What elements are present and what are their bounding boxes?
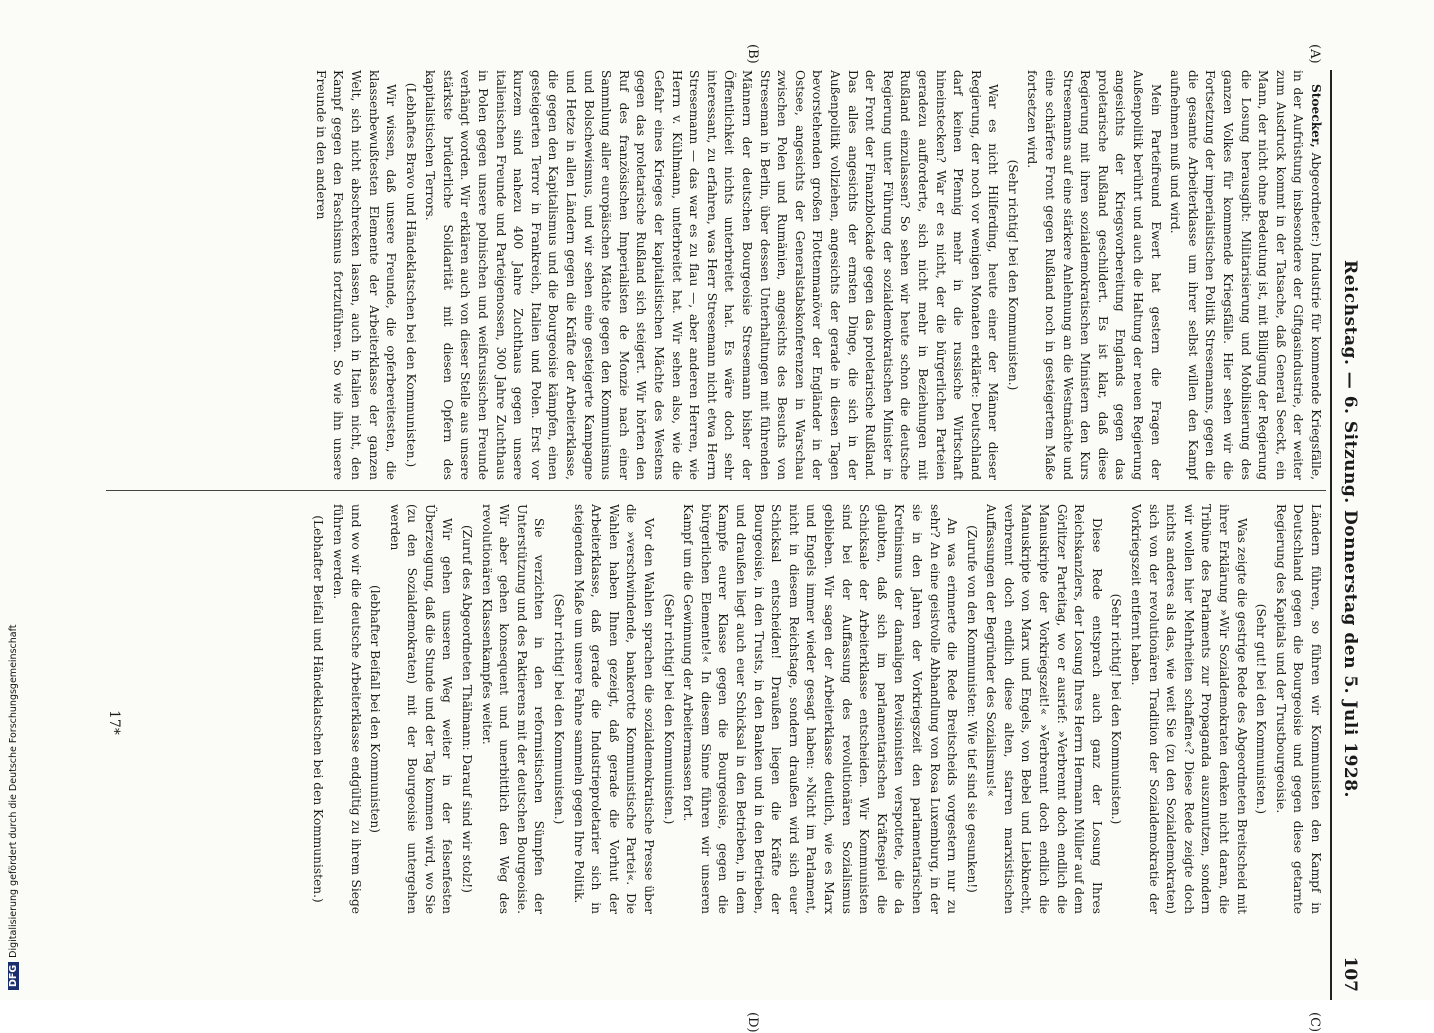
margin-marker-a: (A) (1307, 44, 1322, 64)
digitization-credit (8, 625, 19, 991)
right-text-column (114, 504, 1324, 914)
paragraph (421, 70, 1002, 480)
paragraph-text: und wo wir die deutsche Arbeiterklasse endgültig zu ihrem Siege führen werden. (330, 504, 363, 914)
credit-text: Digitalisierung gefördert durch die Deutsche Forschungsgemeinschaft (8, 624, 19, 958)
paragraph-text: (Sehr richtig! bei den Kommunisten.) (1109, 593, 1124, 825)
paragraph (982, 504, 1105, 914)
stage-direction (1003, 70, 1021, 480)
stage-direction (366, 504, 384, 914)
stage-direction (1107, 504, 1125, 914)
paragraph-text: Mein Parteifreund Ewert hat gestern die Fragen der Außenpolitik berührt und auch die Haltung der neuen Regierung angesichts der Kriegsvorbereitung Englands gegen das proletarische Rußland geschildert. Es ist klar, daß diese Regierung mit ihren sozialdemokratischen Ministern den Kurs Stresemanns auf eine stärkere Anlehnung an die Westmächte und eine schärfere Front gegen Rußland noch in gesteigertem Maße fortsetzen wird. (1025, 70, 1163, 480)
page-header (1330, 70, 1360, 1000)
stage-direction (401, 70, 419, 480)
page-number: 107 (1340, 956, 1360, 992)
paragraph-text: An was erinnerte die Rede Breitscheids vorgestern nur zu sehr? An eine geistvolle Abhandlung von Rosa Luxemburg, in der sie in den Jahren der Vorkriegszeit den parlamentarischen Kretinismus der damaligen Revisionisten verspottete, die da glaubten, daß sich im parlamentarischen Kräftespiel die Schicksale der Arbeiterklasse entscheiden. Wir Kommunisten sind bei der Auffassung des revolutionären Sozialismus geblieben. Wir sagen der Arbeiterklasse deutlich, wie es Marx und Engels immer wieder gesagt haben: »Nicht im Parlament, nicht in diesem Reichstage, sondern draußen wird sich euer Schicksal entscheiden! Draußen liegen die Kräfte der Bourgeoisie, in den Trusts, in den Banken und in den Betrieben, und draußen liegt auch euer Schicksal in den Betrieben, in dem Kampfe eurer Klasse gegen die Bourgeoisie, gegen die bürgerlichen Elemente!« In diesem Sinne führen wir unseren Kampf um die Gewinnung der Arbeitermassen fort. (681, 504, 960, 914)
paragraph-text: Vor den Wahlen sprachen die sozialdemokratische Presse über die »verschwindende, bankerotte Kommunistische Partei«. Die Wahlen haben Ihnen gezeigt, daß gerade die Vorhut der Arbeiterklasse, daß gerade die Industrieproletarier sich in steigendem Maße um unsere Fahne sammeln gegen Ihre Politik. (571, 504, 657, 914)
paragraph-text: (Lebhaftes Bravo und Händeklatschen bei den Kommunisten.) (403, 82, 418, 468)
paragraph-text: Wir wissen, daß unsere Freunde, die opferbereitesten, die klassenbewußtesten Elemente der Arbeiterklasse der ganzen Welt, sich nicht abschrecken lassen, auch in Italien nicht, den Kampf gegen den Faschismus fortzuführen. So wie ihn unsere Freunde in den anderen (313, 70, 399, 480)
paragraph-text: (Zuruf des Abgeordneten Thälmann: Darauf sind wir stolz!) (460, 525, 475, 893)
paragraph-text: War es nicht Hilferding, heute einer der Männer dieser Regierung, der noch vor wenigen Monaten erklärte: Deutschland darf keinen Pfennig mehr in die russische Wirtschaft hineinstecken? War er es nicht, der die bürgerlichen Parteien geradezu aufforderte, sich nicht mehr in Beziehungen mit Rußland einzulassen? So sehen wir heute schon die deutsche Regierung unter Führung der sozialdemokratischen Minister in der Front der Finanzblockade gegen das proletarische Rußland. Das alles angesichts der ernsten Dinge, die sich in der Außenpolitik vollziehen, angesichts der gerade in diesen Tagen bevorstehenden großen Flottenmanöver der Engländer in der Ostsee, angesichts der Generalstabskonferenzen in Warschau zwischen Polen und Rumänien, angesichts des Besuchs von Streseman in Berlin, über dessen Unterhaltungen mit führenden Männern der deutschen Bourgeoisie Stresemann bisher der Öffentlichkeit nichts unterbreitet hat. Es wäre doch sehr interessant, zu erfahren, was Herr Stresemann nicht etwa Herrn Stresemann — das war es zu flau —, aber anderen Herren, wie Herrn v. Kühlmann, unterbreitet hat. Wir sehen also, wie die Gefahr eines Krieges der kapitalistischen Mächte des Westens gegen das proletarische Rußland sich steigert. Wir hörten den Ruf des französischen Imperialisten de Monzie nach einer Sammlung aller europäischen Mächte gegen den Kommunismus und Bolschewismus, und wir sehen eine gesteigerte Kampagne und Hetze in allen Ländern gegen die Kräfte der Arbeiterklasse, die gegen den Kapitalismus und die Bourgeoisie kämpfen, einen gesteigerten Terror in Frankreich, Italien und Polen. Erst vor kurzem sind nahezu 400 Jahre Zuchthaus gegen unsere italienischen Freunde und Parteigenossen, 300 Jahre Zuchthaus in Polen gegen unsere polnischen und weißrussischen Freunde verhängt worden. Wir erklären auch von dieser Stelle aus unsere stärkste brüderliche Solidarität mit diesen Opfern des kapitalistischen Terrors. (423, 70, 1001, 480)
paragraph (385, 504, 455, 914)
signature-mark: 17* (106, 710, 122, 735)
paragraph-text: (Sehr richtig! bei den Kommunisten.) (1005, 159, 1020, 391)
dfg-logo: DFG (8, 962, 19, 990)
stage-direction (659, 504, 677, 914)
paragraph (311, 70, 399, 480)
margin-marker-d: (D) (745, 1012, 760, 1033)
running-title: Reichstag. — 6. Sitzung. Donnerstag den 5. Juli 1928. (1340, 260, 1360, 798)
paragraph-text: Ländern führen, so führen wir Kommunisten den Kampf in Deutschland gegen die Bourgeoisie und gegen diese getarnte Regierung des Kapitals und der Trustbourgeoisie. (1273, 504, 1323, 914)
speaker-name: Stoecker, (1309, 84, 1323, 148)
paragraph-text: Sie verzichten in den reformistischen Sümpfen der Unterstützung und des Paktierens mit der deutschen Bourgeoisie. Wir aber gehen konsequent und unerbittlich den Weg des revolutionären Klassenkampfes weiter. (479, 504, 547, 914)
stage-direction (1252, 504, 1270, 914)
rotated-page-content (100, 44, 1360, 1033)
paragraph-text: Wir gehen unseren Weg weiter in der felsenfesten Überzeugung, daß die Stunde und der Tag kommen wird, wo Sie (zu den Sozialdemokraten) mit der Bourgeoisie untergehen werden (387, 504, 455, 914)
paragraph-text: (Sehr richtig! bei den Kommunisten.) (552, 593, 567, 825)
paragraph (328, 504, 363, 914)
margin-marker-b: (B) (745, 44, 760, 64)
paragraph (477, 504, 547, 914)
paragraph-text: (Lebhafter Beifall und Händeklatschen bei den Kommunisten.) (311, 515, 326, 903)
left-text-column (114, 70, 1324, 480)
stage-direction (549, 504, 567, 914)
paragraph (1126, 504, 1249, 914)
paragraph (569, 504, 657, 914)
paragraph (679, 504, 961, 914)
column-divider (106, 490, 1326, 491)
paragraph-text: Abgeordneter:) Industrie für kommende Kriegsfälle, in der Aufrüstung insbesondere der Giftgasindustrie, der weiter zum Ausdruck kommt in der Tatsache, daß General Seeckt, ein Mann, der nicht ohne Bedeutung ist, mit Billigung der Regierung die Losung herausgibt: Militarisierung und Mobilisierung des ganzen Volkes für kommende Kriegsfälle. Hier sehen wir die Fortsetzung der imperialistischen Politik Stresemanns, gegen die die gesamte Arbeiterklasse um ihrer selbst willen den Kampf aufnehmen muß und wird. (1168, 70, 1323, 480)
paragraph-text: Diese Rede entsprach auch ganz der Losung Ihres Reichskanzlers, der Losung Ihres Herrn Hermann Müller auf dem Görlitzer Parteitag, wo er ausrief: »Verbrennt doch endlich die Manuskripte der Vorkriegszeit!« »Verbrennt doch endlich die Manuskripte von Marx und Engels, von Bebel und Liebknecht, verbrennt doch endlich diese alten, starren marxistischen Auffassungen der Begründer des Sozialismus!« (984, 504, 1104, 914)
paragraph (1166, 70, 1324, 480)
paragraph (1271, 504, 1324, 914)
paragraph-text: (lebhafter Beifall bei den Kommunisten) (368, 585, 383, 833)
paragraph-text: Was zeigte die gestrige Rede des Abgeordneten Breitscheid mit ihrer Erklärung »Wir Sozialdemokraten denken nicht daran, die Tribüne des Parlaments zur Propaganda auszunutzen, sondern wir wollen hier Mehrheiten schaffen«? Diese Rede zeigte doch nichts anderes als das, wie weit Sie (zu den Sozialdemokraten) sich von der revolutionären Tradition der Sozialdemokratie der Vorkriegszeit entfernt haben. (1129, 504, 1249, 914)
stage-direction (962, 504, 980, 914)
stage-direction (309, 504, 327, 914)
paragraph-text: (Sehr gut! bei den Kommunisten.) (1254, 603, 1269, 815)
stage-direction (458, 504, 476, 914)
paragraph-text: (Sehr richtig! bei den Kommunisten.) (661, 593, 676, 825)
paragraph (1023, 70, 1164, 480)
paragraph-text: (Zurufe von den Kommunisten: Wie tief sind sie gesunken!) (964, 525, 979, 893)
margin-marker-c: (C) (1307, 1012, 1322, 1033)
